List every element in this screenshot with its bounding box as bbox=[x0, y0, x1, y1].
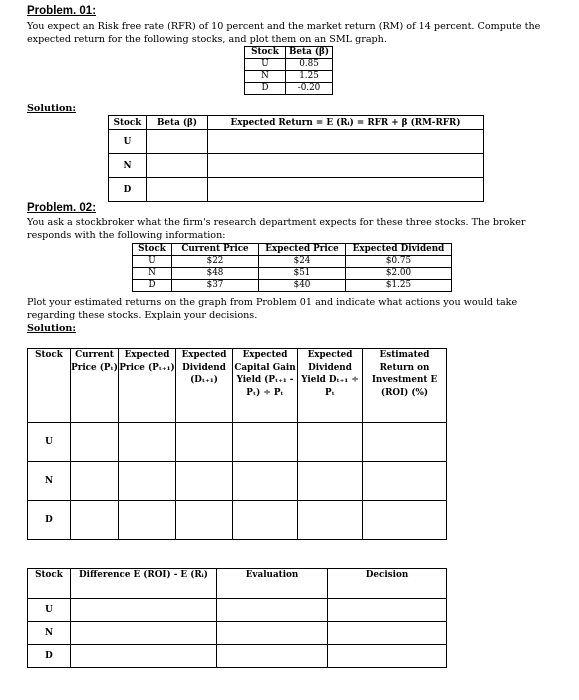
er-beta-cell bbox=[147, 178, 208, 202]
er-header-stock: Stock bbox=[109, 116, 147, 130]
rt-header-roi: Estimated Return on Investment E (ROI) (%) bbox=[363, 349, 447, 423]
rt-stock-label: N bbox=[28, 462, 71, 501]
dt-cell bbox=[217, 599, 328, 622]
rt-cell bbox=[71, 462, 119, 501]
dt-stock-label: D bbox=[28, 645, 71, 668]
problem-01-heading: Problem. 01: bbox=[27, 5, 97, 17]
problem-01-text: You expect an Risk free rate (RFR) of 10 percent and the market return (RM) of 14 percent. Compute the expected return for the following stocks, and plot them on an SML graph. bbox=[27, 21, 541, 45]
beta-table-header-beta: Beta (β) bbox=[286, 47, 333, 59]
beta-table-cell: D bbox=[245, 83, 286, 95]
beta-table bbox=[244, 46, 333, 95]
dt-header-difference: Difference E (ROI) - E (Rᵢ) bbox=[71, 569, 217, 599]
rt-cell bbox=[363, 462, 447, 501]
beta-table-cell: N bbox=[245, 71, 286, 83]
beta-table-cell: 0.85 bbox=[286, 59, 333, 71]
rt-header-dividend-yield: Expected Dividend Yield Dₜ₊₁ ÷ Pₜ bbox=[298, 349, 363, 423]
dt-cell bbox=[328, 599, 447, 622]
er-value-cell bbox=[208, 178, 484, 202]
rt-cell bbox=[176, 462, 233, 501]
er-beta-cell bbox=[147, 130, 208, 154]
info-cell: $48 bbox=[172, 268, 259, 280]
info-cell: $0.75 bbox=[346, 256, 452, 268]
info-cell: D bbox=[133, 280, 172, 292]
rt-cell bbox=[233, 423, 298, 462]
info-cell: $24 bbox=[259, 256, 346, 268]
rt-cell bbox=[176, 423, 233, 462]
info-cell: $1.25 bbox=[346, 280, 452, 292]
rt-stock-label: U bbox=[28, 423, 71, 462]
rt-cell bbox=[176, 501, 233, 540]
dt-stock-label: U bbox=[28, 599, 71, 622]
beta-table-cell: -0.20 bbox=[286, 83, 333, 95]
info-header-stock: Stock bbox=[133, 244, 172, 256]
beta-table-cell: 1.25 bbox=[286, 71, 333, 83]
er-stock-label: N bbox=[109, 154, 147, 178]
rt-cell bbox=[233, 501, 298, 540]
dt-cell bbox=[217, 622, 328, 645]
rt-cell bbox=[71, 501, 119, 540]
dt-header-stock: Stock bbox=[28, 569, 71, 599]
dt-header-decision: Decision bbox=[328, 569, 447, 599]
rt-cell bbox=[71, 423, 119, 462]
expected-return-table bbox=[108, 115, 484, 202]
rt-header-capital-gain-yield: Expected Capital Gain Yield (Pₜ₊₁ - Pₜ) ÷ Pₜ bbox=[233, 349, 298, 423]
dt-stock-label: N bbox=[28, 622, 71, 645]
info-header-expected-price: Expected Price bbox=[259, 244, 346, 256]
dt-header-evaluation: Evaluation bbox=[217, 569, 328, 599]
beta-table-cell: U bbox=[245, 59, 286, 71]
rt-cell bbox=[298, 462, 363, 501]
dt-cell bbox=[71, 599, 217, 622]
er-stock-label: D bbox=[109, 178, 147, 202]
rt-cell bbox=[119, 423, 176, 462]
rt-cell bbox=[233, 462, 298, 501]
problem-02-text: You ask a stockbroker what the firm's research department expects for these three stocks. The broker responds with the following information: bbox=[27, 217, 526, 241]
dt-cell bbox=[71, 645, 217, 668]
er-value-cell bbox=[208, 154, 484, 178]
info-header-expected-dividend: Expected Dividend bbox=[346, 244, 452, 256]
problem-02-heading: Problem. 02: bbox=[27, 202, 97, 214]
info-header-current-price: Current Price bbox=[172, 244, 259, 256]
rt-cell bbox=[298, 423, 363, 462]
returns-table bbox=[27, 348, 447, 540]
rt-header-expected-dividend: Expected Dividend (Dₜ₊₁) bbox=[176, 349, 233, 423]
dt-cell bbox=[71, 622, 217, 645]
info-cell: $37 bbox=[172, 280, 259, 292]
decision-table bbox=[27, 568, 447, 668]
rt-cell bbox=[119, 501, 176, 540]
rt-cell bbox=[298, 501, 363, 540]
dt-cell bbox=[328, 622, 447, 645]
rt-header-stock: Stock bbox=[28, 349, 71, 423]
info-cell: U bbox=[133, 256, 172, 268]
er-stock-label: U bbox=[109, 130, 147, 154]
plot-instructions: Plot your estimated returns on the graph from Problem 01 and indicate what actions you would take regarding these stocks. Explain your decisions. bbox=[27, 297, 518, 321]
rt-cell bbox=[363, 501, 447, 540]
er-header-beta: Beta (β) bbox=[147, 116, 208, 130]
info-cell: $2.00 bbox=[346, 268, 452, 280]
info-cell: N bbox=[133, 268, 172, 280]
solution-label-1: Solution: bbox=[27, 103, 76, 114]
rt-cell bbox=[119, 462, 176, 501]
info-cell: $51 bbox=[259, 268, 346, 280]
rt-cell bbox=[363, 423, 447, 462]
beta-table-header-stock: Stock bbox=[245, 47, 286, 59]
rt-stock-label: D bbox=[28, 501, 71, 540]
info-cell: $40 bbox=[259, 280, 346, 292]
rt-header-expected-price: Expected Price (Pₜ₊₁) bbox=[119, 349, 176, 423]
dt-cell bbox=[217, 645, 328, 668]
solution-label-2: Solution: bbox=[27, 323, 76, 334]
rt-header-current-price: Current Price (Pₜ) bbox=[71, 349, 119, 423]
dt-cell bbox=[328, 645, 447, 668]
broker-info-table bbox=[132, 243, 452, 292]
er-beta-cell bbox=[147, 154, 208, 178]
er-value-cell bbox=[208, 130, 484, 154]
info-cell: $22 bbox=[172, 256, 259, 268]
er-header-expected-return: Expected Return = E (Rᵢ) = RFR + β (RM-RFR) bbox=[208, 116, 484, 130]
